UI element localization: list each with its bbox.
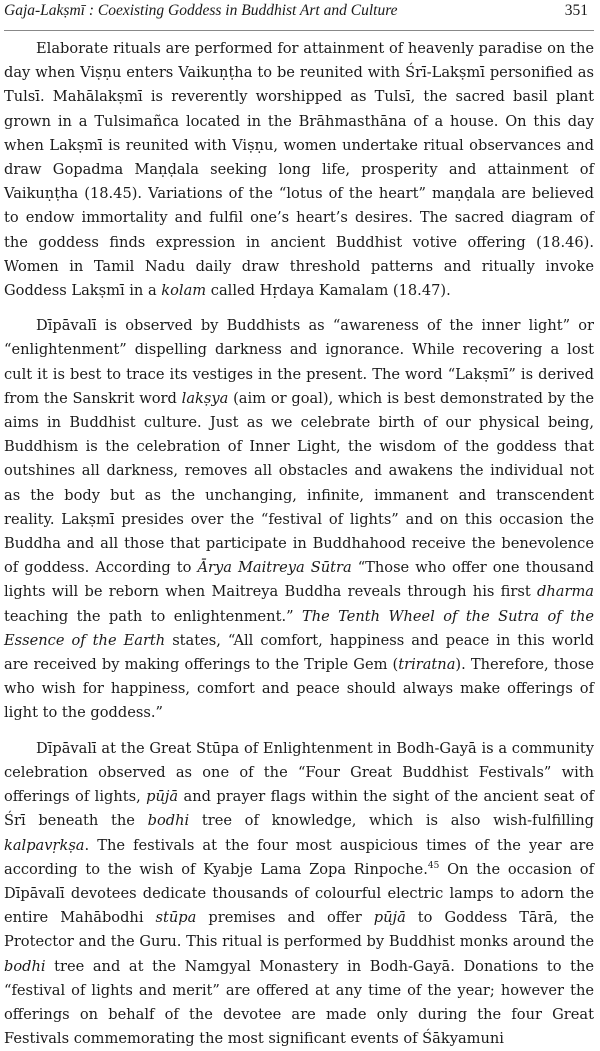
page-body (4, 31, 594, 1051)
paragraph (4, 314, 594, 725)
footnote-ref: 45 (427, 860, 440, 871)
text-run: On the occasion of Dīpāvalī devotees dedicate thousands of colourful electric lamps to adorn the entire Mahābodhi (4, 860, 594, 927)
italic-term: pūjā (373, 909, 406, 927)
text-run: teaching the path to enlightenment.” (4, 607, 302, 625)
text-run: states, “All comfort, happiness and peace in this world are received by making offerings to the Triple Gem ( (4, 631, 595, 674)
italic-term: bodhi (4, 957, 46, 975)
text-run: . The festivals at the four most auspicious times of the year are according to the wish of Kyabje Lama Zopa Rinpoche. (4, 836, 594, 878)
italic-term: kalpavṛkṣa (4, 836, 85, 854)
paragraph (4, 37, 594, 303)
running-head: Gaja-Lakṣmī : Coexisting Goddess in Buddhist Art and Culture (4, 2, 398, 19)
italic-term: triratna (398, 656, 456, 674)
italic-term: bodhi (147, 812, 190, 830)
text-run: to Goddess Tārā, the Protector and the Guru. This ritual is performed by Buddhist monks around the (4, 909, 594, 951)
italic-term: The Tenth Wheel of the Sutra of the Essence of the Earth (4, 607, 594, 649)
page-number: 351 (564, 2, 588, 19)
italic-term: pūjā (146, 788, 179, 806)
text-run: Dīpāvalī at the Great Stūpa of Enlightenment in Bodh-Gayā is a community celebration observed as one of the “Four Great Buddhist Festivals” with offerings of lights, (4, 739, 594, 806)
text-run: tree of knowledge, which is also wish-fulfilling (189, 812, 594, 830)
text-run: (aim or goal), which is best demonstrated by the aims in Buddhist culture. Just as we celebrate birth of our physical being, Buddhism is the celebration of Inner Light, the wisdom of the goddess that outshines all darkness, removes all obstacles and awakens the individual not as the body but as the unchanging, infinite, immanent and transcendent reality. Lakṣmī presides over the “festival of lights” and on this occasion the Buddha and all those that participate in Buddhahood receive the benevolence of goddess. According to (4, 389, 594, 577)
italic-term: stūpa (155, 909, 197, 927)
page-header (4, 0, 594, 31)
text-run: tree and at the Namgyal Monastery in Bodh-Gayā. Donations to the “festival of lights and merit” are offered at any time of the year; however the offerings on behalf of the devotee are made only during the four Great Festivals commemorating the most significant events of Śākyamuni (4, 957, 594, 1048)
paragraph (4, 737, 594, 1051)
italic-term: lakṣya (181, 389, 229, 407)
text-run: ). Therefore, those who wish for happiness, comfort and peace should always make offerings of light to the goddess.” (4, 656, 594, 722)
italic-term: Ārya Maitreya Sūtra (197, 559, 352, 577)
text-run: Dīpāvalī is observed by Buddhists as “awareness of the inner light” or “enlightenment” dispelling darkness and ignorance. While recovering a lost cult it is best to trace its vestiges in the present. The word “Lakṣmī” is derived from the Sanskrit word (4, 317, 594, 407)
text-run: “Those who offer one thousand lights will be reborn when Maitreya Buddha reveals through his first (4, 559, 594, 601)
text-run: called Hṛdaya Kamalam (18.47). (206, 282, 451, 300)
text-run: Elaborate rituals are performed for attainment of heavenly paradise on the day when Viṣṇu enters Vaikuṇṭha to be reunited with Śrī-Lakṣmī personified as Tulsī. Mahālakṣmī is reverently worshipped as Tulsī, the sacred basil plant grown in a Tulsimañca located in the Brāhmasthāna of a house. On this day when Lakṣmī is reunited with Viṣṇu, women undertake ritual observances and draw Gopadma Maṇḍala seeking long life, prosperity and attainment of Vaikuṇṭha (18.45). Variations of the “lotus of the heart” maṇḍala are believed to endow immortality and fulfil one’s heart’s desires. The sacred diagram of the goddess finds expression in ancient Buddhist votive offering (18.46). Women in Tamil Nadu daily draw threshold patterns and ritually invoke Goddess Lakṣmī in a (4, 40, 594, 300)
text-run: premises and offer (196, 909, 374, 927)
italic-term: dharma (537, 583, 594, 601)
text-run: and prayer flags within the sight of the ancient seat of Śrī beneath the (4, 788, 595, 830)
italic-term: kolam (161, 282, 207, 300)
